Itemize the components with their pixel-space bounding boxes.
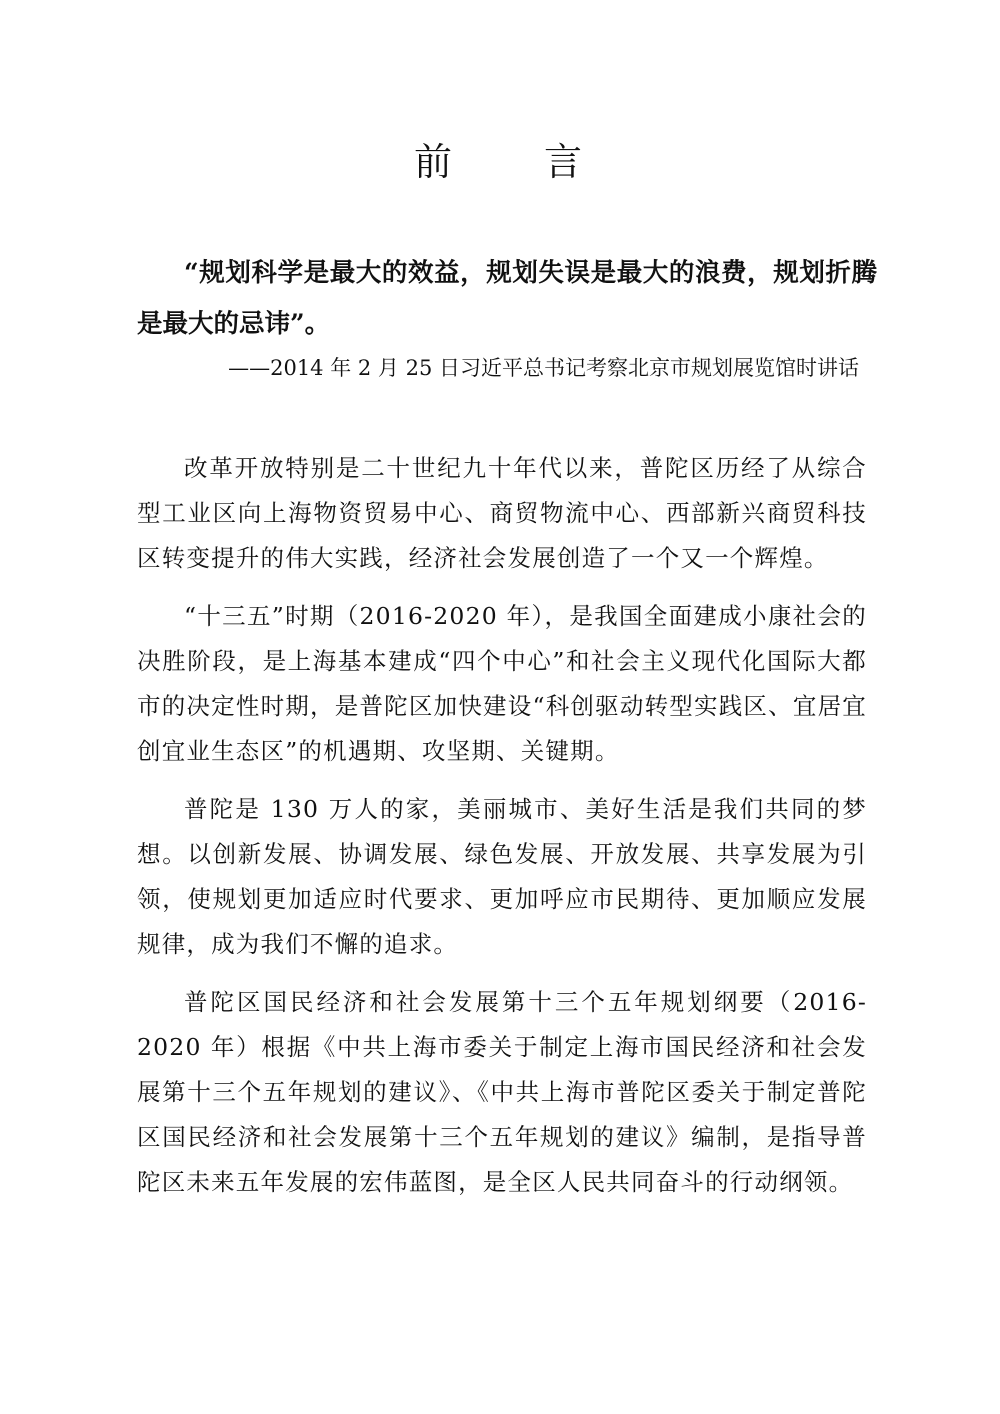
paragraph-4: 普陀区国民经济和社会发展第十三个五年规划纲要（2016-2020 年）根据《中共上海市委关于制定上海市国民经济和社会发展第十三个五年规划的建议》、《中共上海市普陀区委关于制定普陀区国民经济和社会发展第十三个五年规划的建议》编制，是指导普陀区未来五年发展的宏伟蓝图，是全区人民共同奋斗的行动纲领。 (137, 988, 867, 1196)
page-title: 前 言 (413, 140, 623, 184)
paragraph-3: 普陀是 130 万人的家，美丽城市、美好生活是我们共同的梦想。以创新发展、协调发展、绿色发展、开放发展、共享发展为引领，使规划更加适应时代要求、更加呼应市民期待、更加顺应发展规律，成为我们不懈的追求。 (137, 795, 867, 958)
paragraph-1: 改革开放特别是二十世纪九十年代以来，普陀区历经了从综合型工业区向上海物资贸易中心、商贸物流中心、西部新兴商贸科技区转变提升的伟大实践，经济社会发展创造了一个又一个辉煌。 (137, 454, 867, 572)
paragraph-2: “十三五”时期（2016-2020 年），是我国全面建成小康社会的决胜阶段，是上海基本建成“四个中心”和社会主义现代化国际大都市的决定性时期，是普陀区加快建设“科创驱动转型实践区、宜居宜创宜业生态区”的机遇期、攻坚期、关键期。 (137, 602, 867, 765)
body-text (137, 446, 867, 1218)
epigraph-attribution: ——2014 年 2 月 25 日习近平总书记考察北京市规划展览馆时讲话 (228, 356, 859, 380)
epigraph-quote: “规划科学是最大的效益，规划失误是最大的浪费，规划折腾是最大的忌讳”。 (137, 258, 877, 339)
